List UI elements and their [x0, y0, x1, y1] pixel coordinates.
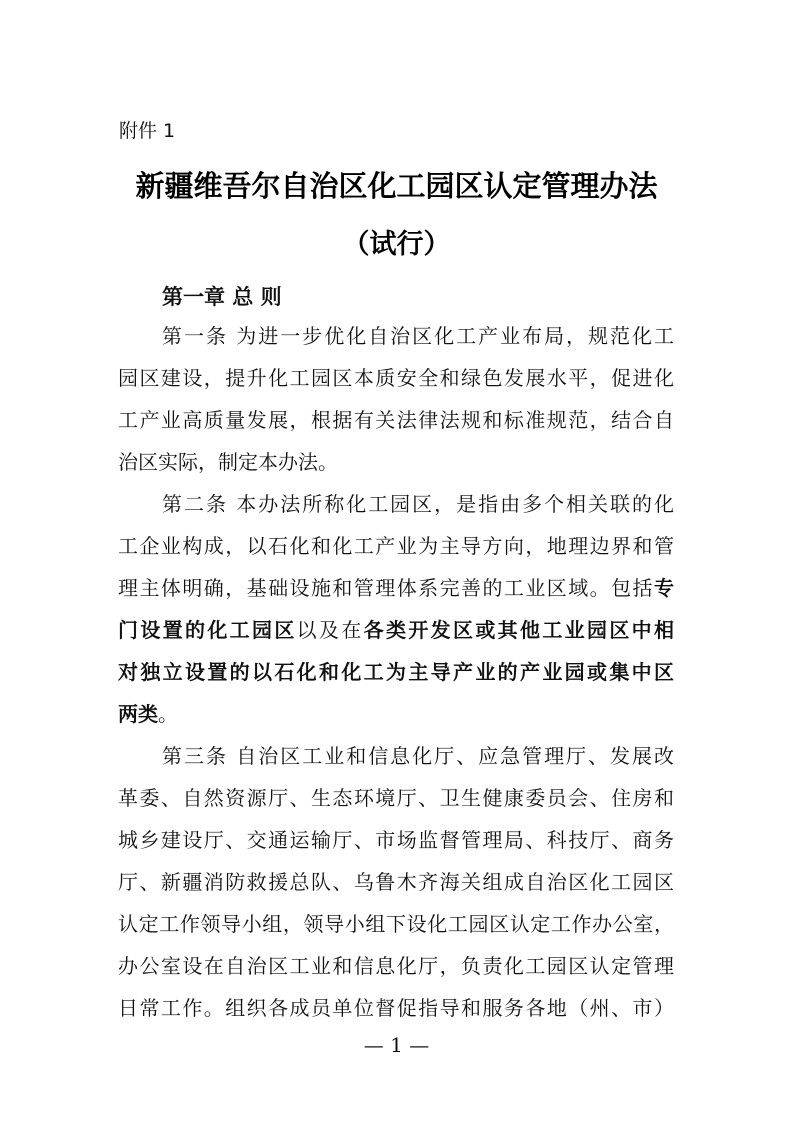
document-subtitle: （试行）	[342, 229, 451, 260]
article-2-line-2: 工企业构成，以石化和化工产业为主导方向，地理边界和管	[118, 534, 674, 558]
article-2-line-3-text: 理主体明确，基础设施和管理体系完善的工业区域。包括	[118, 576, 654, 600]
article-1-line-2: 园区建设，提升化工园区本质安全和绿色发展水平，促进化	[118, 366, 674, 390]
article-1-line-4: 治区实际，制定本办法。	[118, 450, 338, 474]
article-1-line-1: 第一条 为进一步优化自治区化工产业布局，规范化工	[162, 324, 674, 348]
article-3-line-7: 日常工作。组织各成员单位督促指导和服务各地（州、市）	[118, 996, 674, 1020]
article-2-bold-phrase-3: 两类	[118, 702, 158, 726]
article-3-line-1: 第三条 自治区工业和信息化厅、应急管理厅、发展改	[162, 744, 674, 768]
article-2-line-6	[118, 700, 674, 728]
article-2-line-4	[118, 616, 674, 644]
article-2-bold-phrase-2: 各类开发区或其他工业园区中相	[363, 618, 675, 642]
article-3-line-5: 认定工作领导小组，领导小组下设化工园区认定工作办公室，	[118, 912, 674, 936]
article-3-line-4: 厅、新疆消防救援总队、乌鲁木齐海关组成自治区化工园区	[118, 870, 674, 894]
article-2-line-3	[118, 574, 674, 602]
article-2-line-3-bold: 专	[654, 576, 674, 600]
article-3-line-3: 城乡建设厅、交通运输厅、市场监督管理局、科技厅、商务	[118, 828, 674, 852]
article-2-connector: 以及在	[296, 618, 364, 642]
article-2-bold-phrase-1: 门设置的化工园区	[118, 618, 297, 642]
article-2-line-5: 对独立设置的以石化和化工为主导产业的产业园或集中区	[118, 660, 674, 684]
page-number: — 1 —	[363, 1033, 430, 1057]
article-3-line-2: 革委、自然资源厅、生态环境厅、卫生健康委员会、住房和	[118, 786, 674, 810]
document-title: 新疆维吾尔自治区化工园区认定管理办法	[135, 169, 658, 203]
article-3-line-6: 办公室设在自治区工业和信息化厅，负责化工园区认定管理	[118, 954, 674, 978]
attachment-label: 附件 1	[119, 120, 176, 142]
chapter-heading: 第一章 总 则	[162, 285, 282, 309]
article-2-period: 。	[158, 702, 178, 726]
article-2-line-1: 第二条 本办法所称化工园区，是指由多个相关联的化	[162, 492, 674, 516]
article-1-line-3: 工产业高质量发展，根据有关法律法规和标准规范，结合自	[118, 408, 674, 432]
